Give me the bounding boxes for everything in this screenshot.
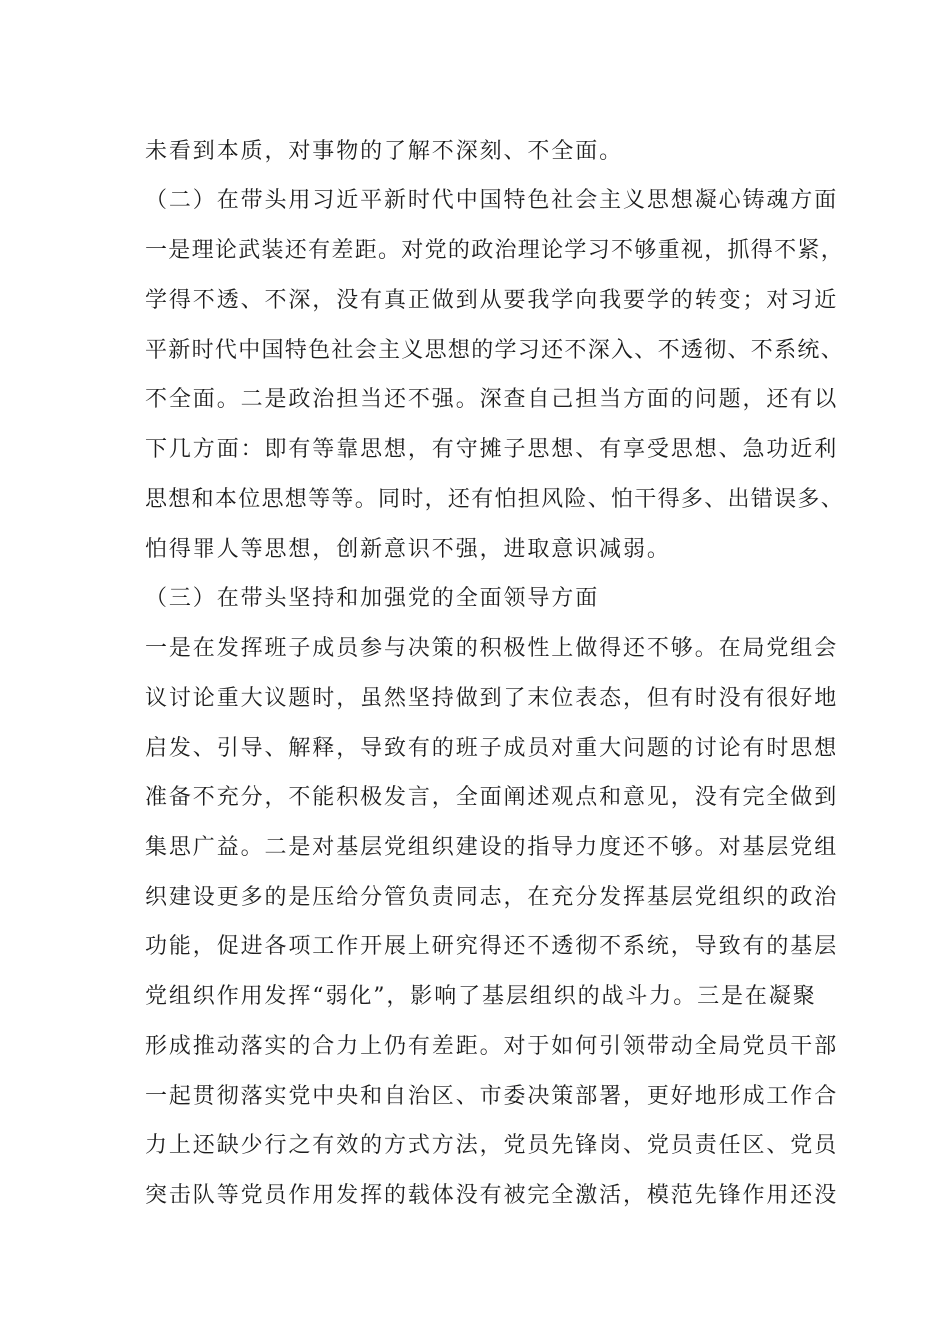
text-line: 议讨论重大议题时，虽然坚持做到了末位表态，但有时没有很好地 [145, 686, 839, 711]
section-heading: （二）在带头用习近平新时代中国特色社会主义思想凝心铸魂方面 [145, 188, 839, 213]
text-line: 一是理论武装还有差距。对党的政治理论学习不够重视，抓得不紧， [145, 238, 845, 263]
text-line: 不全面。二是政治担当还不强。深查自己担当方面的问题，还有以 [145, 387, 839, 412]
section-heading: （三）在带头坚持和加强党的全面领导方面 [145, 586, 600, 611]
text-line: 学得不透、不深，没有真正做到从要我学向我要学的转变；对习近 [145, 288, 839, 313]
text-line: 形成推动落实的合力上仍有差距。对于如何引领带动全局党员干部 [145, 1034, 839, 1059]
text-line: 功能，促进各项工作开展上研究得还不透彻不系统，导致有的基层 [145, 934, 839, 959]
text-line: 平新时代中国特色社会主义思想的学习还不深入、不透彻、不系统、 [145, 338, 845, 363]
text-line: 准备不充分，不能积极发言，全面阐述观点和意见，没有完全做到 [145, 785, 839, 810]
text-line: 织建设更多的是压给分管负责同志，在充分发挥基层党组织的政治 [145, 885, 839, 910]
text-line: 启发、引导、解释，导致有的班子成员对重大问题的讨论有时思想 [145, 736, 839, 761]
text-line: 下几方面：即有等靠思想，有守摊子思想、有享受思想、急功近利 [145, 437, 839, 462]
text-line: 一是在发挥班子成员参与决策的积极性上做得还不够。在局党组会 [145, 636, 839, 661]
text-line: 党组织作用发挥“弱化”，影响了基层组织的战斗力。三是在凝聚 [145, 984, 817, 1009]
text-line: 集思广益。二是对基层党组织建设的指导力度还不够。对基层党组 [145, 835, 839, 860]
text-line: 突击队等党员作用发挥的载体没有被完全激活，模范先锋作用还没 [145, 1183, 839, 1208]
text-line: 怕得罪人等思想，创新意识不强，进取意识减弱。 [145, 537, 671, 562]
text-line: 力上还缺少行之有效的方式方法，党员先锋岗、党员责任区、党员 [145, 1133, 839, 1158]
text-line: 未看到本质，对事物的了解不深刻、不全面。 [145, 139, 624, 164]
text-line: 思想和本位思想等等。同时，还有怕担风险、怕干得多、出错误多、 [145, 487, 845, 512]
text-line: 一起贯彻落实党中央和自治区、市委决策部署，更好地形成工作合 [145, 1084, 839, 1109]
